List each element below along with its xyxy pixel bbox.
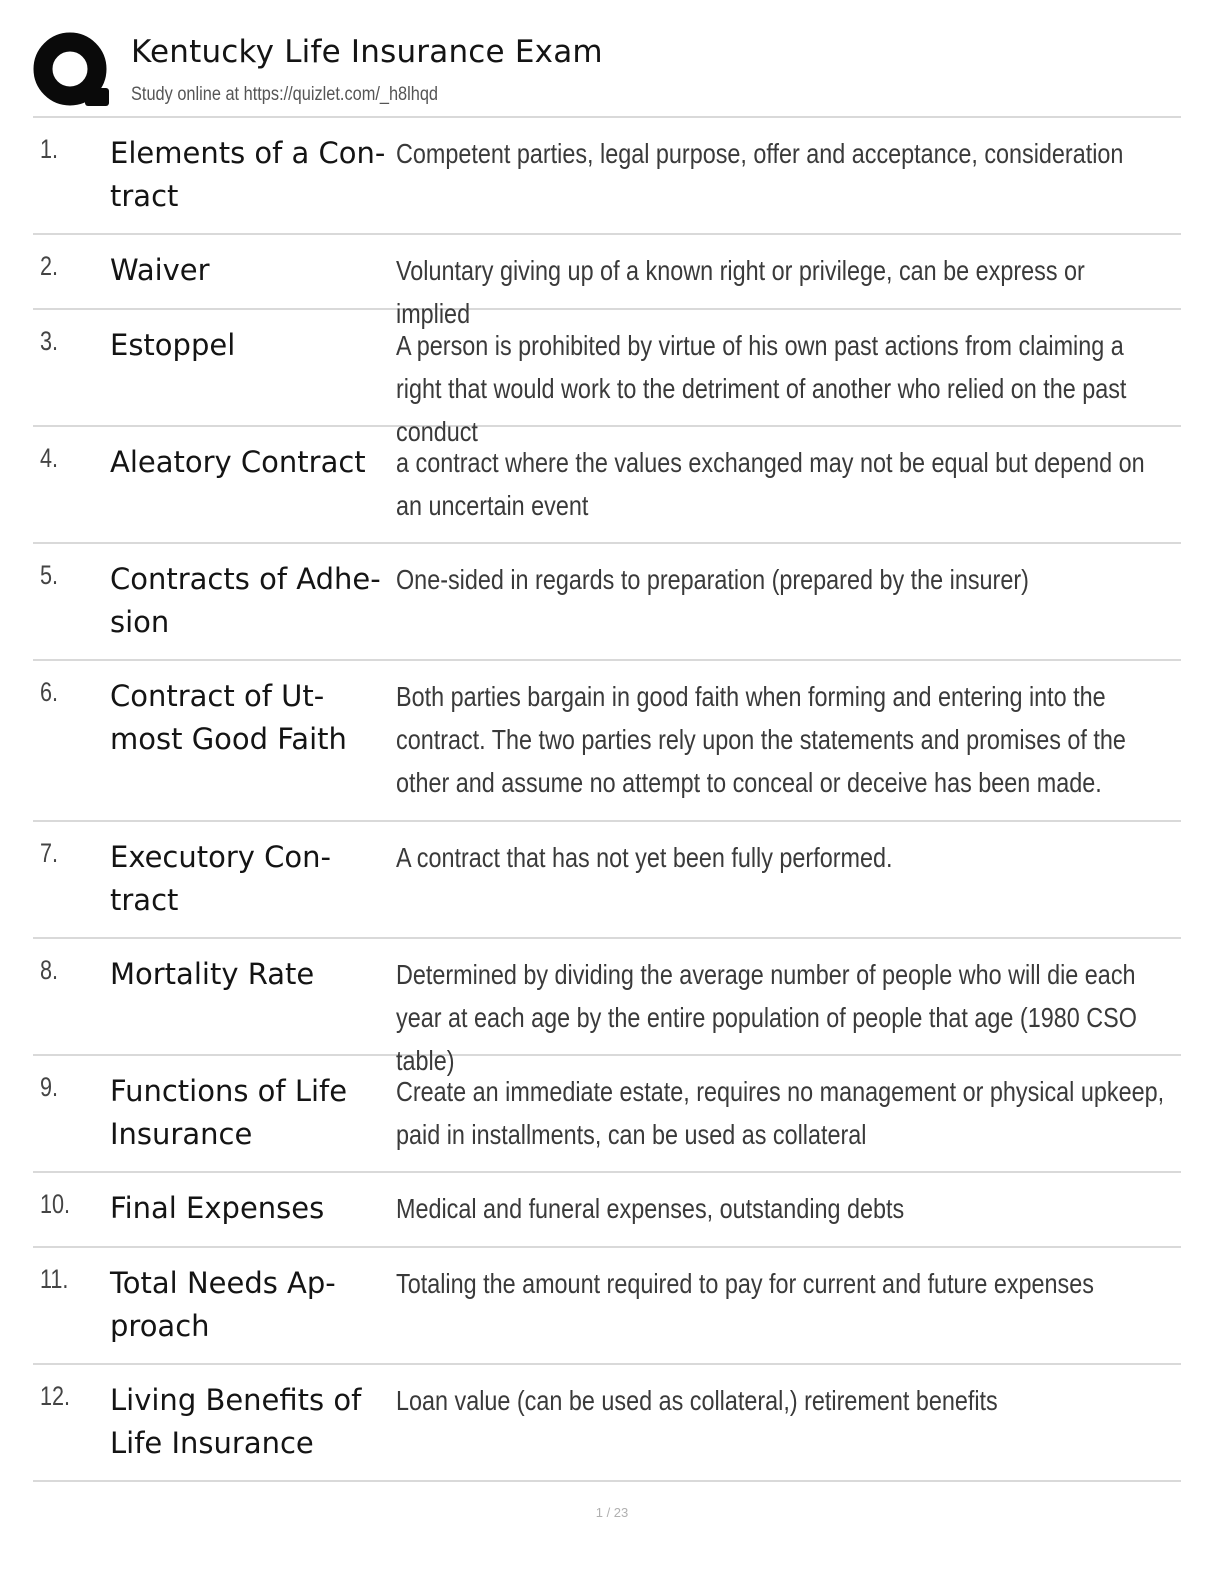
page-title: Kentucky Life Insurance Exam — [131, 34, 603, 70]
card-number: 1. — [40, 134, 59, 164]
card-definition: Medical and funeral expenses, outstanding debts — [396, 1193, 905, 1224]
card-number: 3. — [40, 326, 59, 356]
card-term: Living Benefits of Life Insurance — [110, 1383, 362, 1460]
card-number: 6. — [40, 677, 59, 707]
card-definition: One-sided in regards to preparation (prepared by the insurer) — [396, 564, 1029, 595]
card-definition: a contract where the values exchanged may not be equal but depend on an uncertain event — [396, 447, 1145, 521]
card-number: 11. — [40, 1264, 69, 1294]
flashcard-row — [33, 939, 1181, 1076]
card-term: Final Expenses — [110, 1191, 325, 1225]
card-term: Functions of Life Insurance — [110, 1074, 348, 1151]
quizlet-q-logo-icon — [33, 32, 113, 112]
card-definition: Both parties bargain in good faith when forming and entering into the contract. The two parties rely upon the statements and promises of the other and assume no attempt to conceal or deceive has been made. — [396, 681, 1126, 798]
card-term: Total Needs Ap- proach — [110, 1266, 336, 1343]
flashcard-row — [33, 661, 1181, 822]
flashcard-row — [33, 1365, 1181, 1482]
card-term: Contracts of Adhe- sion — [110, 562, 381, 639]
card-definition: Loan value (can be used as collateral,) retirement benefits — [396, 1385, 998, 1416]
flashcard-row — [33, 310, 1181, 447]
card-term: Mortality Rate — [110, 957, 315, 991]
card-term: Estoppel — [110, 328, 236, 362]
card-definition: Competent parties, legal purpose, offer and acceptance, consideration — [396, 138, 1124, 169]
card-number: 10. — [40, 1189, 71, 1219]
card-number: 2. — [40, 251, 59, 281]
study-online-link[interactable]: Study online at https://quizlet.com/_h8lhqd — [131, 84, 439, 105]
flashcard-row — [33, 822, 1181, 939]
page-indicator: 1 / 23 — [595, 1505, 629, 1520]
flashcard-row — [33, 235, 1181, 329]
card-definition: Create an immediate estate, requires no management or physical upkeep, paid in installments, can be used as collateral — [396, 1076, 1165, 1150]
flashcard-row — [33, 544, 1181, 661]
card-definition: A contract that has not yet been fully performed. — [396, 842, 893, 873]
card-number: 8. — [40, 955, 59, 985]
card-term: Executory Con- tract — [110, 840, 332, 917]
card-definition: Determined by dividing the average number of people who will die each year at each age by the entire population of people that age (1980 CSO table) — [396, 959, 1137, 1076]
flashcard-row — [33, 1173, 1181, 1248]
flashcard-list — [33, 118, 1181, 1482]
flashcard-row — [33, 427, 1181, 544]
card-number: 9. — [40, 1072, 59, 1102]
card-number: 7. — [40, 838, 59, 868]
card-definition: Voluntary giving up of a known right or privilege, can be express or implied — [396, 255, 1085, 329]
flashcard-row — [33, 118, 1181, 235]
card-term: Contract of Ut- most Good Faith — [110, 679, 347, 756]
card-definition: Totaling the amount required to pay for current and future expenses — [396, 1268, 1094, 1299]
card-number: 5. — [40, 560, 59, 590]
card-definition: A person is prohibited by virtue of his own past actions from claiming a right that would work to the detriment of another who relied on the past conduct — [396, 330, 1127, 447]
card-term: Elements of a Con- tract — [110, 136, 386, 213]
card-number: 4. — [40, 443, 59, 473]
flashcard-row — [33, 1056, 1181, 1173]
page-header — [33, 30, 1181, 116]
flashcard-row — [33, 1248, 1181, 1365]
card-term: Waiver — [110, 253, 210, 287]
card-term: Aleatory Contract — [110, 445, 366, 479]
card-number: 12. — [40, 1381, 71, 1411]
